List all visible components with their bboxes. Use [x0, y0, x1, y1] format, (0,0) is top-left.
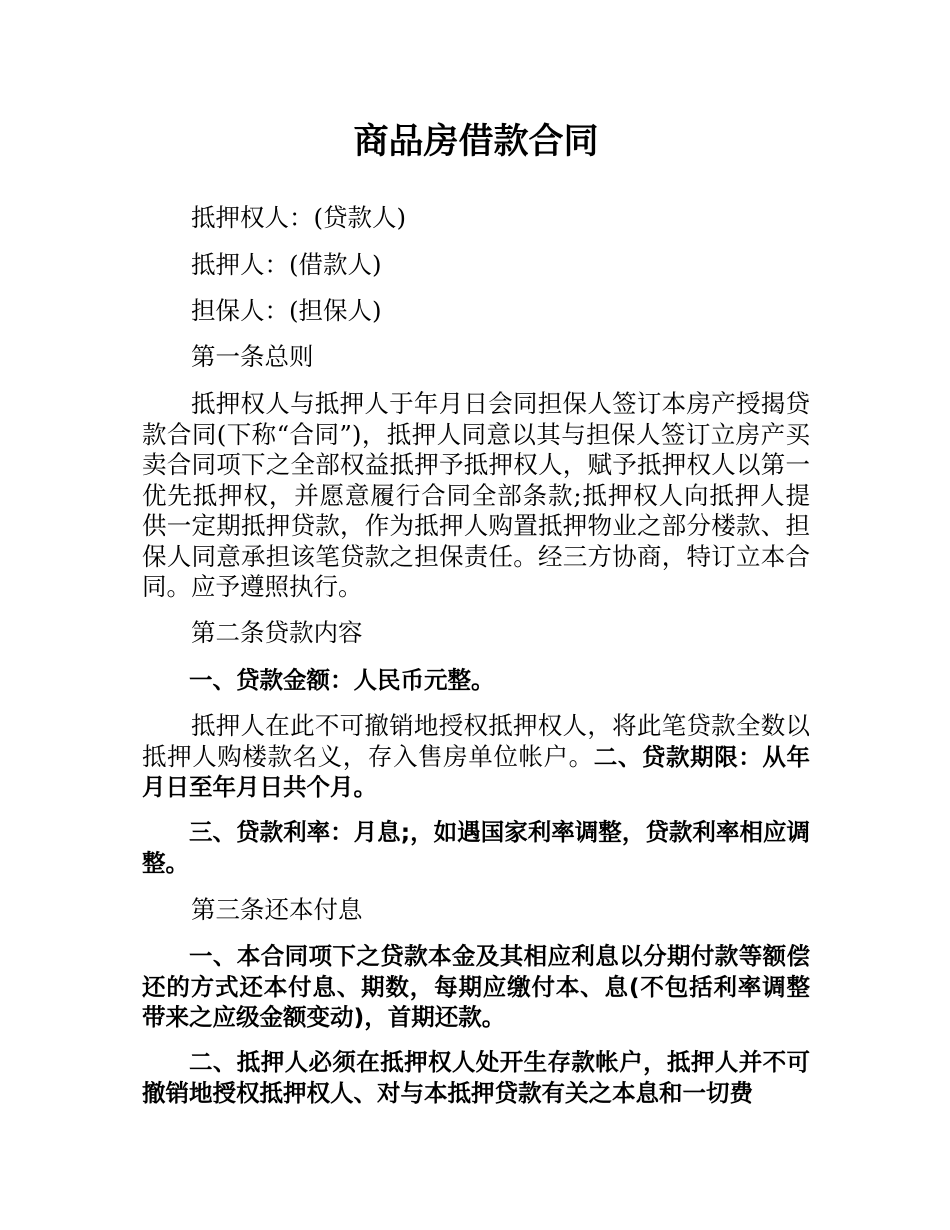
article2-heading: 第二条贷款内容: [191, 618, 363, 647]
authorization-text: 抵押人在此不可撤销地授权抵押权人，将此笔贷款全数以抵押人购楼款名义，存入售房单位帐户。: [142, 711, 810, 771]
party-mortgagor: 抵押人：(借款人): [191, 250, 382, 279]
article1-heading: 第一条总则: [191, 342, 314, 371]
party-guarantor: 担保人：(担保人): [191, 296, 382, 325]
authorization-paragraph: [142, 711, 810, 803]
article3-heading: 第三条还本付息: [191, 895, 363, 924]
party-mortgagee: 抵押权人：(贷款人): [191, 203, 407, 232]
document-title: 商品房借款合同: [353, 122, 599, 162]
repayment-clause-1: 一、本合同项下之贷款本金及其相应利息以分期付款等额偿还的方式还本付息、期数，每期应缴付本、息(不包括利率调整带来之应级金额变动)，首期还款。: [142, 942, 810, 1031]
loan-term-clause: 二、贷款期限：从年月日至年月日共个月。: [142, 742, 811, 801]
interest-rate-clause: 三、贷款利率：月息;，如遇国家利率调整，贷款利率相应调整。: [142, 818, 810, 877]
repayment-clause-2: 二、抵押人必须在抵押权人处开生存款帐户，抵押人并不可撤销地授权抵押权人、对与本抵押贷款有关之本息和一切费: [142, 1048, 810, 1107]
loan-amount-clause: 一、贷款金额：人民币元整。: [189, 666, 495, 694]
article1-body: 抵押权人与抵押人于年月日会同担保人签订本房产授揭贷款合同(下称“合同”)，抵押人同意以其与担保人签订立房产买卖合同项下之全部权益抵押予抵押权人，赋予抵押权人以第一优先抵押权，并愿意履行合同全部条款;抵押权人向抵押人提供一定期抵押贷款，作为抵押人购置抵押物业之部分楼款、担保人同意承担该笔贷款之担保责任。经三方协商，特订立本合同。应予遵照执行。: [142, 389, 810, 601]
